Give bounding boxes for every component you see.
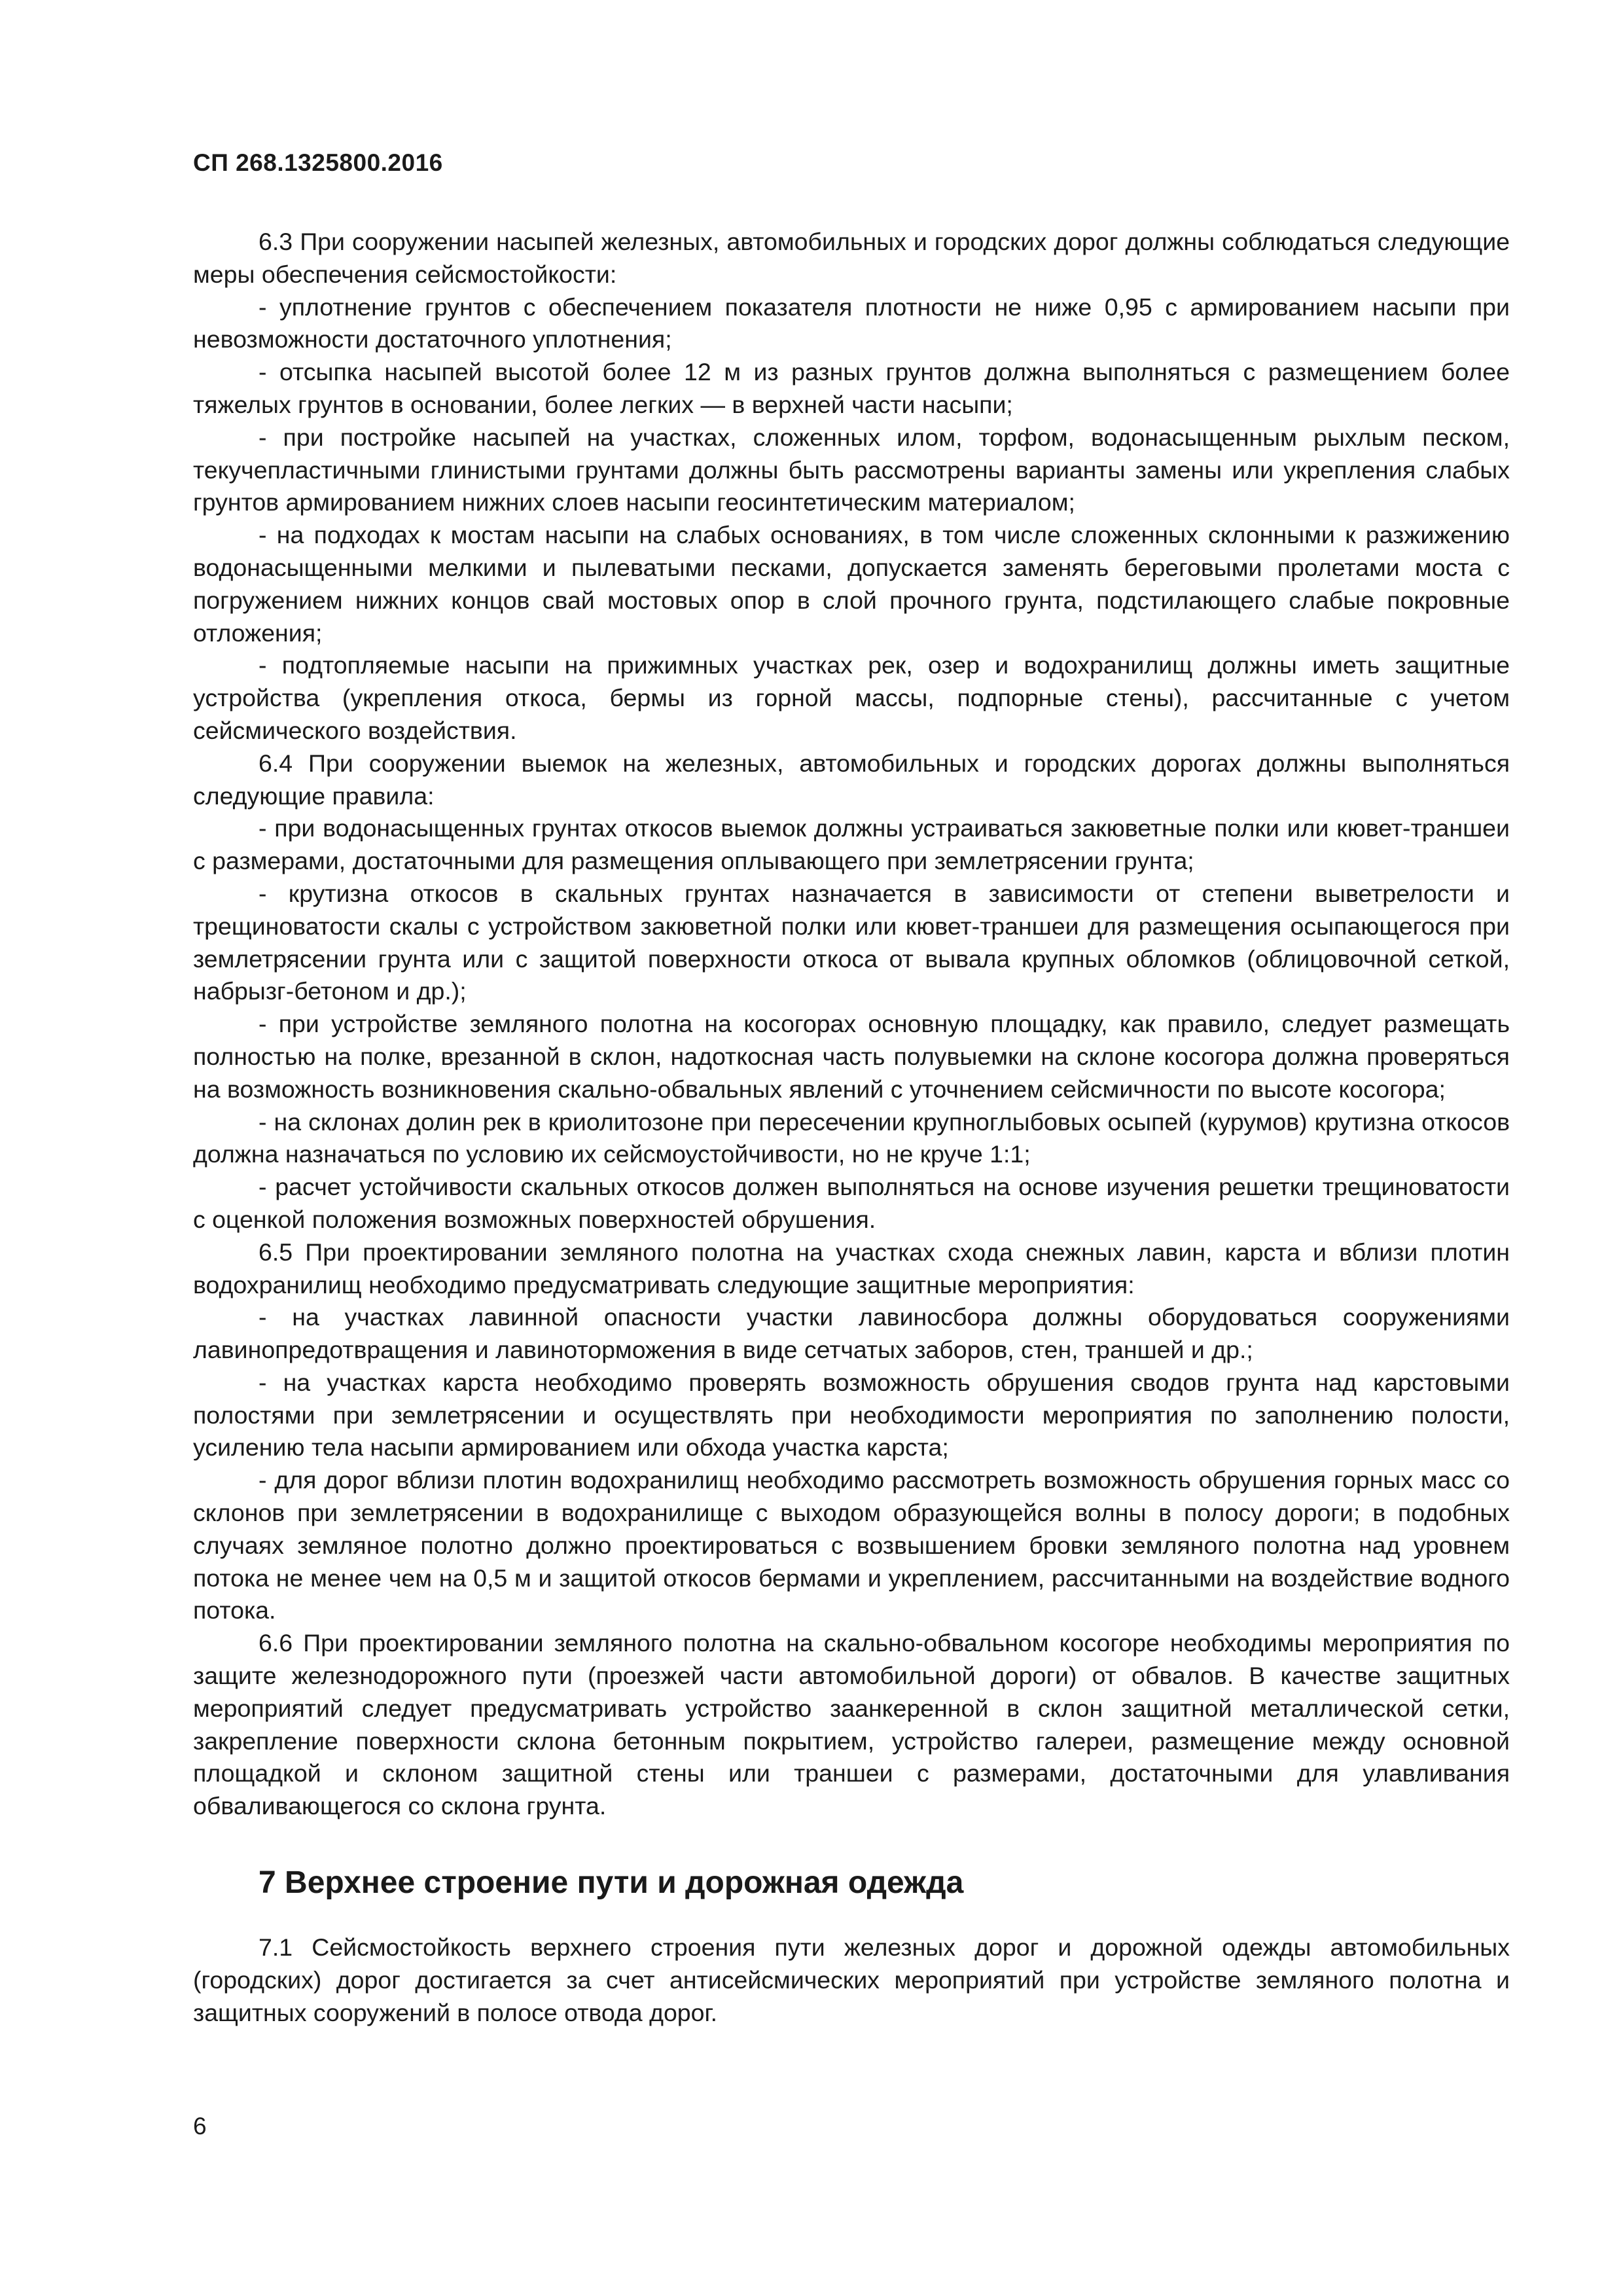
list-item: - уплотнение грунтов с обеспечением показателя плотности не ниже 0,95 с армированием насыпи при невозможности достаточного уплотнения;: [193, 293, 1510, 353]
list-item: - для дорог вблизи плотин водохранилищ необходимо рассмотреть возможность обрушения горных масс со склонов при землетрясении в водохранилище с выходом образующейся волны в полосу дороги; в подобных случаях земляное полотно должно проектироваться с возвышением бровки земляного полотна над уровнем потока не менее чем на 0,5 м и защитой откосов бермами и укреплением, рассчитанными на воздействие водного потока.: [193, 1466, 1510, 1624]
list-item: - отсыпка насыпей высотой более 12 м из разных грунтов должна выполняться с размещением более тяжелых грунтов в основании, более легких — в верхней части насыпи;: [193, 358, 1510, 418]
document-header: СП 268.1325800.2016: [193, 149, 443, 176]
list-item: - расчет устойчивости скальных откосов должен выполняться на основе изучения решетки трещиноватости с оценкой положения возможных поверхностей обрушения.: [193, 1173, 1510, 1233]
list-item: - при водонасыщенных грунтах откосов выемок должны устраиваться закюветные полки или кювет-траншеи с размерами, достаточными для размещения оплывающего при землетрясении грунта;: [193, 814, 1510, 875]
list-item: - при постройке насыпей на участках, сложенных илом, торфом, водонасыщенным рыхлым песком, текучепластичными глинистыми грунтами должны быть рассмотрены варианты замены или укрепления слабых грунтов армированием нижних слоев насыпи геосинтетическим материалом;: [193, 423, 1510, 516]
page-number: 6: [193, 2113, 207, 2140]
section-7-title: 7 Верхнее строение пути и дорожная одежда: [259, 1865, 964, 1901]
list-item: - при устройстве земляного полотна на косогорах основную площадку, как правило, следует размещать полностью на полке, врезанной в склон, надоткосная часть полувыемки на склоне косогора должна проверяться на возможность возникновения скально-обвальных явлений с уточнением сейсмичности по высоте косогора;: [193, 1010, 1510, 1103]
list-item: - крутизна откосов в скальных грунтах назначается в зависимости от степени выветрелости и трещиноватости скалы с устройством закюветной полки или кювет-траншеи для размещения осыпающегося при землетрясении грунта или с защитой поверхности откоса от вывала крупных обломков (облицовочной сеткой, набрызг-бетоном и др.);: [193, 879, 1510, 1005]
document-body: [193, 226, 1510, 2029]
paragraph-6-5: 6.5 При проектировании земляного полотна на участках схода снежных лавин, карста и вблизи плотин водохранилищ необходимо предусматривать следующие защитные мероприятия:: [193, 1238, 1510, 1299]
paragraph-6-6: 6.6 При проектировании земляного полотна на скально-обвальном косогоре необходимы мероприятия по защите железнодорожного пути (проезжей части автомобильной дороги) от обвалов. В качестве защитных мероприятий следует предусматривать устройство заанкеренной в склон защитной металлической сетки, закрепление поверхности склона бетонным покрытием, устройство галереи, размещение между основной площадкой и склоном защитной стены или траншеи с размерами, достаточными для улавливания обваливающегося со склона грунта.: [193, 1629, 1510, 1820]
paragraph-6-4: 6.4 При сооружении выемок на железных, автомобильных и городских дорогах должны выполняться следующие правила:: [193, 749, 1510, 810]
paragraph-7-1: 7.1 Сейсмостойкость верхнего строения пути железных дорог и дорожной одежды автомобильных (городских) дорог достигается за счет антисейсмических мероприятий при устройстве земляного полотна и защитных сооружений в полосе отвода дорог.: [193, 1933, 1510, 2026]
paragraph-6-3: 6.3 При сооружении насыпей железных, автомобильных и городских дорог должны соблюдаться следующие меры обеспечения сейсмостойкости:: [193, 228, 1510, 288]
list-item: - на склонах долин рек в криолитозоне при пересечении крупноглыбовых осыпей (курумов) крутизна откосов должна назначаться по условию их сейсмоустойчивости, но не круче 1:1;: [193, 1107, 1510, 1168]
list-item: - на участках лавинной опасности участки лавиносбора должны оборудоваться сооружениями лавинопредотвращения и лавиноторможения в виде сетчатых заборов, стен, траншей и др.;: [193, 1303, 1510, 1364]
list-item: - на участках карста необходимо проверять возможность обрушения сводов грунта над карстовыми полостями при землетрясении и осуществлять при необходимости мероприятия по заполнению полости, усилению тела насыпи армированием или обхода участка карста;: [193, 1368, 1510, 1462]
list-item: - на подходах к мостам насыпи на слабых основаниях, в том числе сложенных склонными к разжижению водонасыщенными мелкими и пылеватыми песками, допускается заменять береговыми пролетами моста с погружением нижних концов свай мостовых опор в слой прочного грунта, подстилающего слабые покровные отложения;: [193, 521, 1510, 647]
list-item: - подтопляемые насыпи на прижимных участках рек, озер и водохранилищ должны иметь защитные устройства (укрепления откоса, бермы из горной массы, подпорные стены), рассчитанные с учетом сейсмического воздействия.: [193, 651, 1510, 744]
